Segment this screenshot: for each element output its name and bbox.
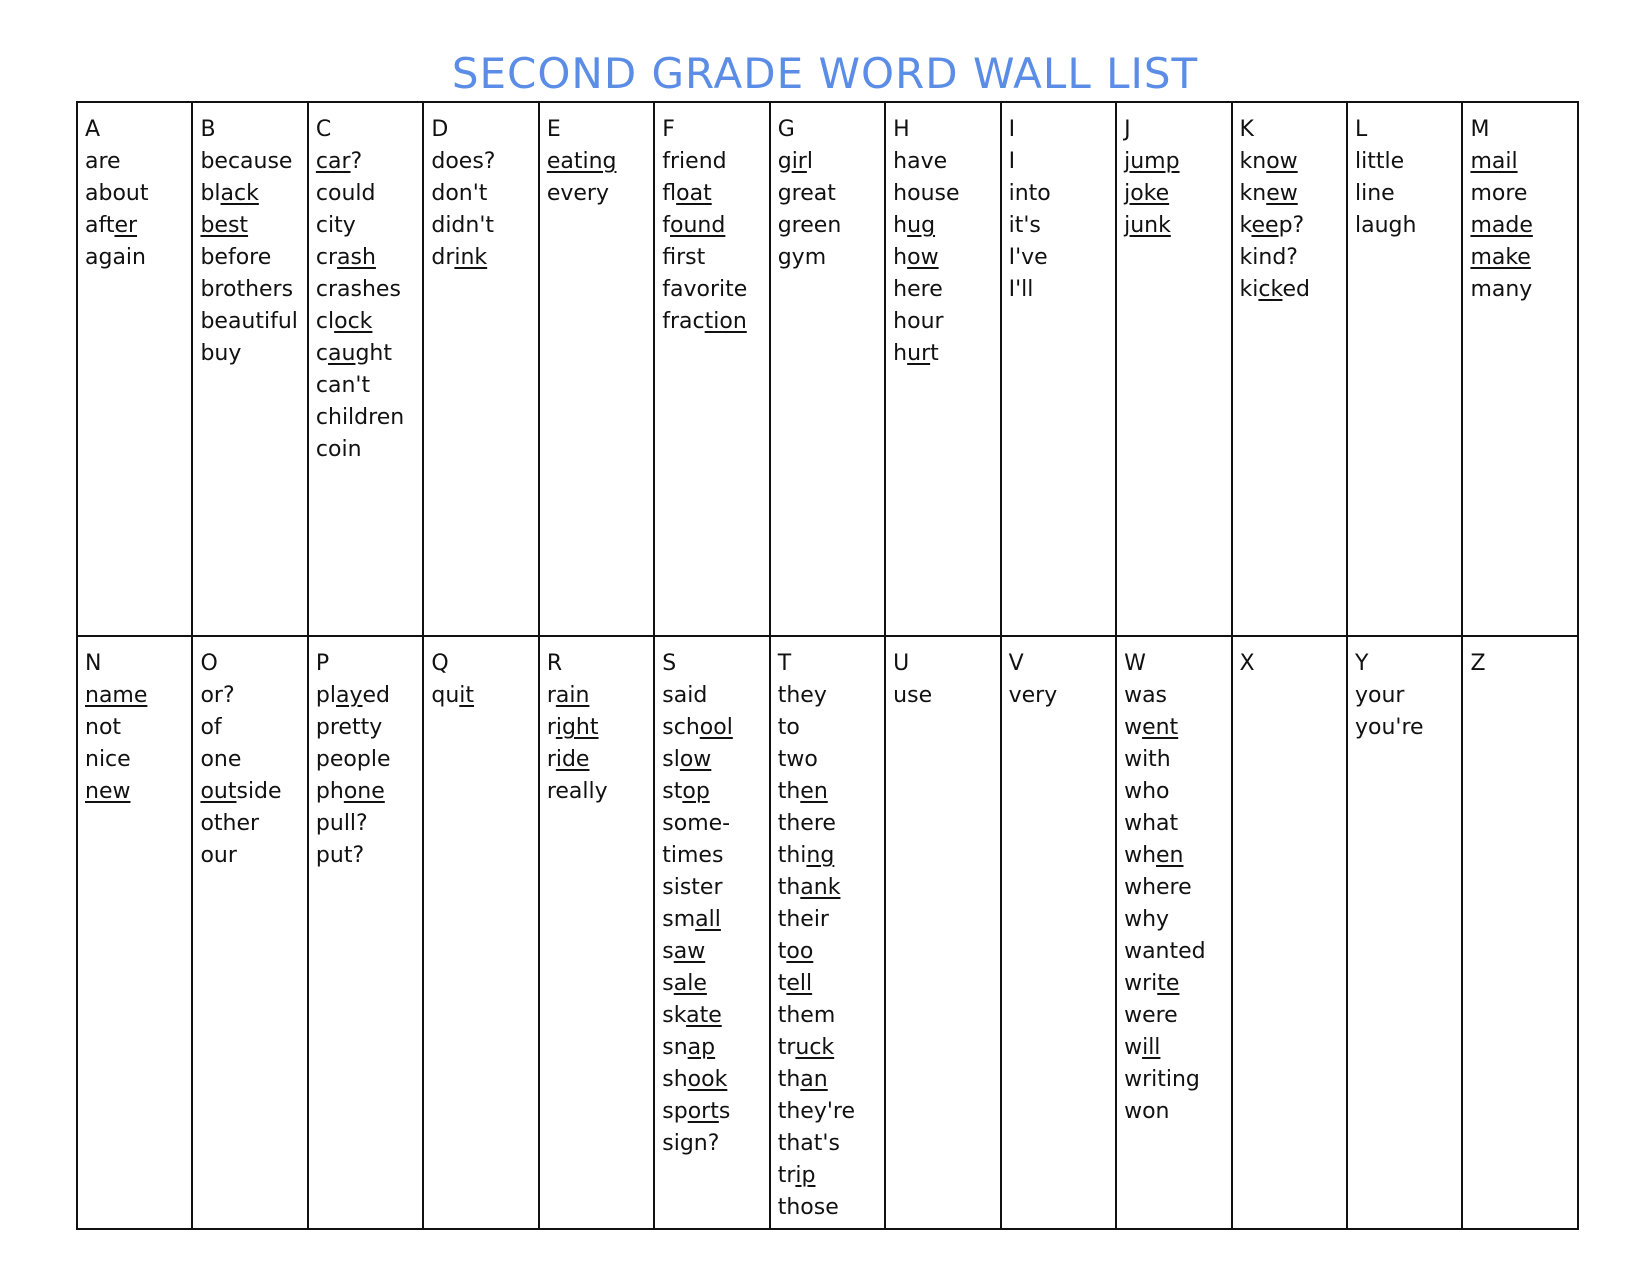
word-item: rain [546, 683, 590, 708]
word-item: people [315, 747, 391, 772]
word-item: will [1124, 1035, 1161, 1060]
word-item: jump [1124, 149, 1180, 174]
word-item: our [200, 843, 237, 868]
word-item: what [1124, 811, 1179, 836]
word-item: best [200, 213, 249, 238]
word-item: some- [662, 811, 731, 836]
word-item: nice [85, 747, 131, 772]
word-item: name [85, 683, 148, 708]
word-item: where [1124, 875, 1192, 900]
word-item: brothers [200, 277, 294, 302]
word-item: when [1124, 843, 1184, 868]
word-item: I've [1008, 245, 1048, 270]
word-item: car? [315, 149, 363, 174]
word-item: then [777, 779, 828, 804]
word-item: black [200, 181, 259, 206]
letter-cell-f [654, 102, 769, 636]
letter-cell-s [654, 636, 769, 1229]
word-wall-body [77, 102, 1578, 1229]
letter-heading: Y [1354, 651, 1369, 676]
word-item: snap [662, 1035, 716, 1060]
word-item: you're [1354, 715, 1424, 740]
word-item: after [85, 213, 138, 238]
word-item: that's [777, 1131, 840, 1156]
word-item: I'll [1008, 277, 1034, 302]
word-item: kind? [1239, 245, 1298, 270]
word-item: really [546, 779, 608, 804]
word-item: green [777, 213, 842, 238]
word-item: friend [662, 149, 727, 174]
word-item: great [777, 181, 836, 206]
letter-heading: H [893, 117, 910, 142]
word-item: sale [662, 971, 707, 996]
letter-cell-c [308, 102, 423, 636]
letter-cell-n [77, 636, 192, 1229]
word-item: before [200, 245, 272, 270]
word-item: hurt [893, 341, 939, 366]
letter-heading: V [1008, 651, 1024, 676]
letter-heading: R [546, 651, 563, 676]
word-item: were [1124, 1003, 1178, 1028]
word-item: use [893, 683, 933, 708]
letter-cell-v [1001, 636, 1116, 1229]
word-item: trip [777, 1163, 816, 1188]
letter-heading: Q [431, 651, 449, 676]
word-item: shook [662, 1067, 728, 1092]
word-item: writing [1124, 1067, 1200, 1092]
word-item: two [777, 747, 818, 772]
word-item: school [662, 715, 733, 740]
word-item: are [85, 149, 121, 174]
word-item: those [777, 1195, 839, 1220]
word-item: about [85, 181, 149, 206]
letter-cell-k [1232, 102, 1347, 636]
letter-heading: S [662, 651, 677, 676]
letter-cell-p [308, 636, 423, 1229]
letter-heading: L [1354, 117, 1368, 142]
word-item: not [85, 715, 122, 740]
word-item: know [1239, 149, 1298, 174]
word-item: with [1124, 747, 1171, 772]
word-item: played [315, 683, 390, 708]
word-item: their [777, 907, 829, 932]
word-item: tell [777, 971, 813, 996]
word-item: crash [315, 245, 376, 270]
letter-heading: X [1239, 651, 1255, 676]
word-item: kicked [1239, 277, 1310, 302]
letter-cell-x [1232, 636, 1347, 1229]
letter-cell-z [1462, 636, 1578, 1229]
word-item: outside [200, 779, 282, 804]
word-item: quit [431, 683, 475, 708]
word-item: thing [777, 843, 835, 868]
word-item: too [777, 939, 814, 964]
word-item: pull? [315, 811, 368, 836]
word-item: drink [431, 245, 488, 270]
letter-heading: F [662, 117, 675, 142]
word-item: hug [893, 213, 936, 238]
word-item: or? [200, 683, 235, 708]
word-item: junk [1124, 213, 1171, 238]
letter-heading: T [777, 651, 792, 676]
letter-heading: P [315, 651, 330, 676]
word-item: wanted [1124, 939, 1206, 964]
word-item: was [1124, 683, 1168, 708]
letter-heading: G [777, 117, 795, 142]
word-item: small [662, 907, 721, 932]
word-item: laugh [1354, 213, 1417, 238]
word-item: stop [662, 779, 710, 804]
letter-cell-m [1462, 102, 1578, 636]
word-item: made [1470, 213, 1533, 238]
word-item: found [662, 213, 726, 238]
letter-cell-e [539, 102, 654, 636]
letter-heading: O [200, 651, 218, 676]
word-item: said [662, 683, 708, 708]
letter-cell-w [1116, 636, 1231, 1229]
word-item: first [662, 245, 706, 270]
letter-cell-a [77, 102, 192, 636]
word-item: buy [200, 341, 242, 366]
word-wall-row [77, 102, 1578, 636]
word-item: right [546, 715, 599, 740]
word-item: won [1124, 1099, 1170, 1124]
word-item: how [893, 245, 939, 270]
word-item: does? [431, 149, 496, 174]
word-item: many [1470, 277, 1533, 302]
letter-heading: N [85, 651, 102, 676]
letter-cell-r [539, 636, 654, 1229]
word-item: fraction [662, 309, 747, 334]
word-item: they [777, 683, 827, 708]
word-item: city [315, 213, 356, 238]
word-item: other [200, 811, 260, 836]
word-item: could [315, 181, 376, 206]
word-item: ride [546, 747, 590, 772]
word-item: sister [662, 875, 723, 900]
word-item: clock [315, 309, 373, 334]
letter-cell-g [770, 102, 885, 636]
word-item: pretty [315, 715, 383, 740]
word-item: sign? [662, 1131, 720, 1156]
page-title: SECOND GRADE WORD WALL LIST [451, 49, 1199, 98]
letter-heading: U [893, 651, 910, 676]
word-item: them [777, 1003, 836, 1028]
word-item: keep? [1239, 213, 1305, 238]
letter-cell-u [885, 636, 1000, 1229]
word-item: again [85, 245, 146, 270]
word-item: mail [1470, 149, 1518, 174]
letter-heading: B [200, 117, 216, 142]
word-item: new [85, 779, 131, 804]
letter-cell-t [770, 636, 885, 1229]
word-item: here [893, 277, 943, 302]
word-item: favorite [662, 277, 748, 302]
letter-heading: D [431, 117, 449, 142]
letter-cell-y [1347, 636, 1462, 1229]
word-item: don't [431, 181, 488, 206]
word-item: sports [662, 1099, 731, 1124]
word-item: make [1470, 245, 1531, 270]
word-item: saw [662, 939, 706, 964]
letter-cell-l [1347, 102, 1462, 636]
letter-cell-i [1001, 102, 1116, 636]
word-item: they're [777, 1099, 855, 1124]
word-item: who [1124, 779, 1170, 804]
word-item: every [546, 181, 609, 206]
word-item: eating [546, 149, 617, 174]
word-item: it's [1008, 213, 1041, 238]
word-item: because [200, 149, 293, 174]
word-item: to [777, 715, 800, 740]
word-item: coin [315, 437, 362, 462]
word-item: house [893, 181, 960, 206]
word-item: children [315, 405, 405, 430]
word-item: crashes [315, 277, 401, 302]
word-item: gym [777, 245, 827, 270]
word-wall-table [76, 101, 1579, 1230]
word-item: beautiful [200, 309, 298, 334]
letter-heading: W [1124, 651, 1146, 676]
word-item: hour [893, 309, 944, 334]
word-item: write [1124, 971, 1180, 996]
word-item: didn't [431, 213, 495, 238]
letter-heading: I [1008, 117, 1016, 142]
word-item: joke [1124, 181, 1170, 206]
word-item: have [893, 149, 948, 174]
word-wall-row [77, 636, 1578, 1229]
word-item: very [1008, 683, 1058, 708]
word-item: I [1008, 149, 1016, 174]
letter-cell-q [423, 636, 538, 1229]
letter-heading: Z [1470, 651, 1486, 676]
word-item: there [777, 811, 836, 836]
letter-cell-o [192, 636, 307, 1229]
letter-heading: M [1470, 117, 1490, 142]
word-item: truck [777, 1035, 835, 1060]
word-item: times [662, 843, 724, 868]
letter-heading: A [85, 117, 101, 142]
word-item: went [1124, 715, 1179, 740]
letter-heading: E [546, 117, 561, 142]
word-item: little [1354, 149, 1405, 174]
word-item: your [1354, 683, 1405, 708]
word-item: of [200, 715, 222, 740]
word-item: thank [777, 875, 841, 900]
word-item: than [777, 1067, 828, 1092]
word-item: girl [777, 149, 813, 174]
word-item: can't [315, 373, 371, 398]
word-item: more [1470, 181, 1528, 206]
letter-heading: C [315, 117, 332, 142]
letter-cell-h [885, 102, 1000, 636]
word-item: one [200, 747, 242, 772]
letter-cell-d [423, 102, 538, 636]
letter-heading: K [1239, 117, 1254, 142]
letter-cell-j [1116, 102, 1231, 636]
word-item: phone [315, 779, 385, 804]
letter-heading: J [1124, 117, 1131, 142]
word-item: caught [315, 341, 392, 366]
word-item: float [662, 181, 712, 206]
word-item: put? [315, 843, 365, 868]
word-item: slow [662, 747, 712, 772]
word-item: skate [662, 1003, 722, 1028]
letter-cell-b [192, 102, 307, 636]
word-item: knew [1239, 181, 1298, 206]
word-item: why [1124, 907, 1170, 932]
word-item: into [1008, 181, 1051, 206]
word-item: line [1354, 181, 1395, 206]
